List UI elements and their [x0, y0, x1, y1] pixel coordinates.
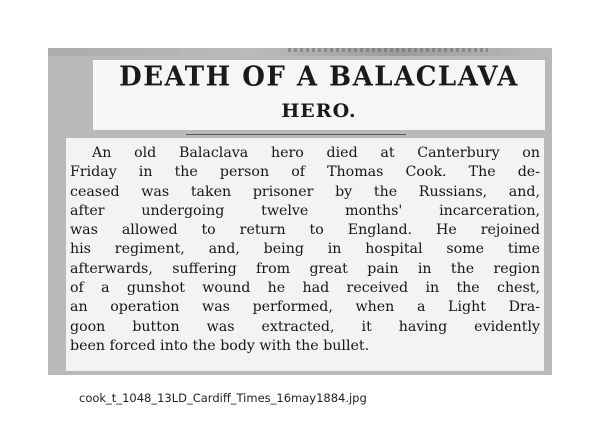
article-line: an operation was performed, when a Light Dra-	[70, 299, 540, 316]
article-body-text	[70, 144, 540, 356]
newspaper-clipping-image	[48, 48, 552, 375]
article-line: was allowed to return to England. He rejoined	[70, 222, 540, 239]
headline-title: DEATH OF A BALACLAVA	[119, 61, 519, 93]
article-line: goon button was extracted, it having evidently	[70, 318, 540, 335]
article-line: of a gunshot wound he had received in the chest,	[70, 280, 540, 297]
article-body-block	[66, 138, 544, 371]
image-filename-caption: cook_t_1048_13LD_Cardiff_Times_16may1884.jpg	[79, 391, 367, 405]
article-line: Friday in the person of Thomas Cook. The de-	[70, 164, 540, 181]
article-line: after undergoing twelve months' incarceration,	[70, 202, 540, 219]
article-line: An old Balaclava hero died at Canterbury on	[92, 145, 540, 161]
headline-divider	[186, 134, 406, 135]
article-line: ceased was taken prisoner by the Russians, and,	[70, 183, 540, 200]
article-line: his regiment, and, being in hospital some time	[70, 241, 540, 258]
headline-block	[93, 60, 545, 130]
clipping-cutoff-text	[288, 48, 488, 52]
article-line: been forced into the body with the bullet.	[70, 337, 370, 354]
article-line: afterwards, suffering from great pain in the region	[70, 260, 540, 277]
headline-subtitle: HERO.	[281, 100, 357, 122]
